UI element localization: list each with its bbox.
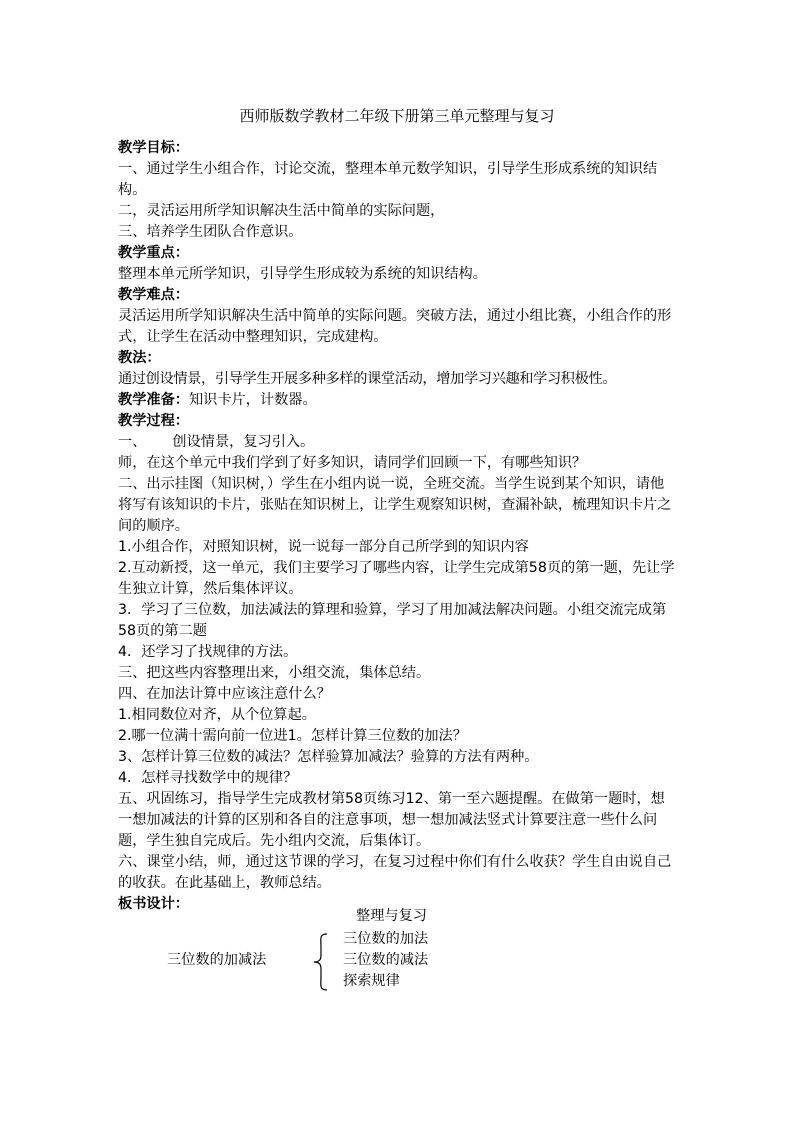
method-text: 通过创设情景，引导学生开展多种多样的课堂活动，增加学习兴趣和学习积极性。: [118, 371, 617, 387]
board-left-label: 三位数的加减法: [167, 952, 267, 968]
board-item: 三位数的加法: [343, 931, 429, 947]
process-line: 1.相同数位对齐，从个位算起。: [118, 707, 316, 723]
process-step-1-text: 创设情景，复习引入。: [172, 434, 315, 450]
board-item: 探索规律: [343, 973, 400, 989]
process-line: 2.哪一位满十需向前一位进1。怎样计算三位数的加法？: [118, 728, 467, 744]
key-point-text: 整理本单元所学知识，引导学生形成较为系统的知识结构。: [118, 266, 487, 282]
process-line: 1.小组合作，对照知识树，说一说每一部分自己所学到的知识内容: [118, 539, 529, 555]
preparation-heading: 教学准备：: [118, 392, 189, 408]
goals-heading: 教学目标：: [118, 140, 189, 156]
process-line: 3．学习了三位数，加法减法的算理和验算，学习了用加减法解决问题。小组交流完成第58页的第二题: [118, 602, 667, 639]
board-title: 整理与复习: [356, 908, 427, 924]
brace-icon: [313, 933, 329, 991]
key-point-heading: 教学重点：: [118, 245, 189, 261]
process-line: 五、巩固练习，指导学生完成教材第58页练习12、第一至六题提醒。在做第一题时，想一想加减法的计算的区别和各自的注意事项，想一想加减法竖式计算要注意一些什么问题，学生独自完成后。先小组内交流，后集体订。: [118, 791, 665, 849]
process-line: 3、怎样计算三位数的减法？怎样验算加减法？验算的方法有两种。: [118, 749, 539, 765]
difficulty-text: 灵活运用所学知识解决生活中简单的实际问题。突破方法，通过小组比赛，小组合作的形式，让学生在活动中整理知识，完成建构。: [118, 308, 672, 345]
process-step-1: [118, 432, 678, 453]
preparation-line: [118, 390, 678, 411]
process-step-1-number: 一、: [118, 434, 147, 450]
preparation-text: 知识卡片，计数器。: [188, 392, 317, 408]
process-heading: 教学过程：: [118, 413, 189, 429]
goal-item: 三、培养学生团队合作意识。: [118, 224, 303, 240]
process-line: 四、在加法计算中应该注意什么？: [118, 686, 331, 702]
board-item: 三位数的减法: [343, 952, 429, 968]
process-line: 2.互动新授，这一单元，我们主要学习了哪些内容，让学生完成第58页的第一题，先让学生独立计算，然后集体评议。: [118, 560, 675, 597]
process-line: 三、把这些内容整理出来，小组交流，集体总结。: [118, 665, 431, 681]
process-line: 二、出示挂图（知识树，）学生在小组内说一说，全班交流。当学生说到某个知识，请他将写有该知识的卡片，张贴在知识树上，让学生观察知识树，查漏补缺，梳理知识卡片之间的顺序。: [118, 476, 672, 534]
process-line: 师，在这个单元中我们学到了好多知识，请同学们回顾一下，有哪些知识？: [118, 455, 587, 471]
document-title: 西师版数学教材二年级下册第三单元整理与复习: [239, 107, 555, 125]
goal-item: 二，灵活运用所学知识解决生活中简单的实际问题，: [118, 203, 445, 219]
process-line: 六、课堂小结，师，通过这节课的学习，在复习过程中你们有什么收获？学生自由说自己的收获。在此基础上，教师总结。: [118, 854, 672, 891]
process-line: 4．还学习了找规律的方法。: [118, 644, 298, 660]
method-heading: 教法：: [118, 350, 161, 366]
board-heading: 板书设计：: [118, 896, 189, 912]
difficulty-heading: 教学难点：: [118, 287, 189, 303]
goal-item: 一、通过学生小组合作，讨论交流，整理本单元数学知识，引导学生形成系统的知识结构。: [118, 161, 658, 198]
document-body: [118, 138, 678, 915]
process-line: 4．怎样寻找数学中的规律？: [118, 770, 298, 786]
